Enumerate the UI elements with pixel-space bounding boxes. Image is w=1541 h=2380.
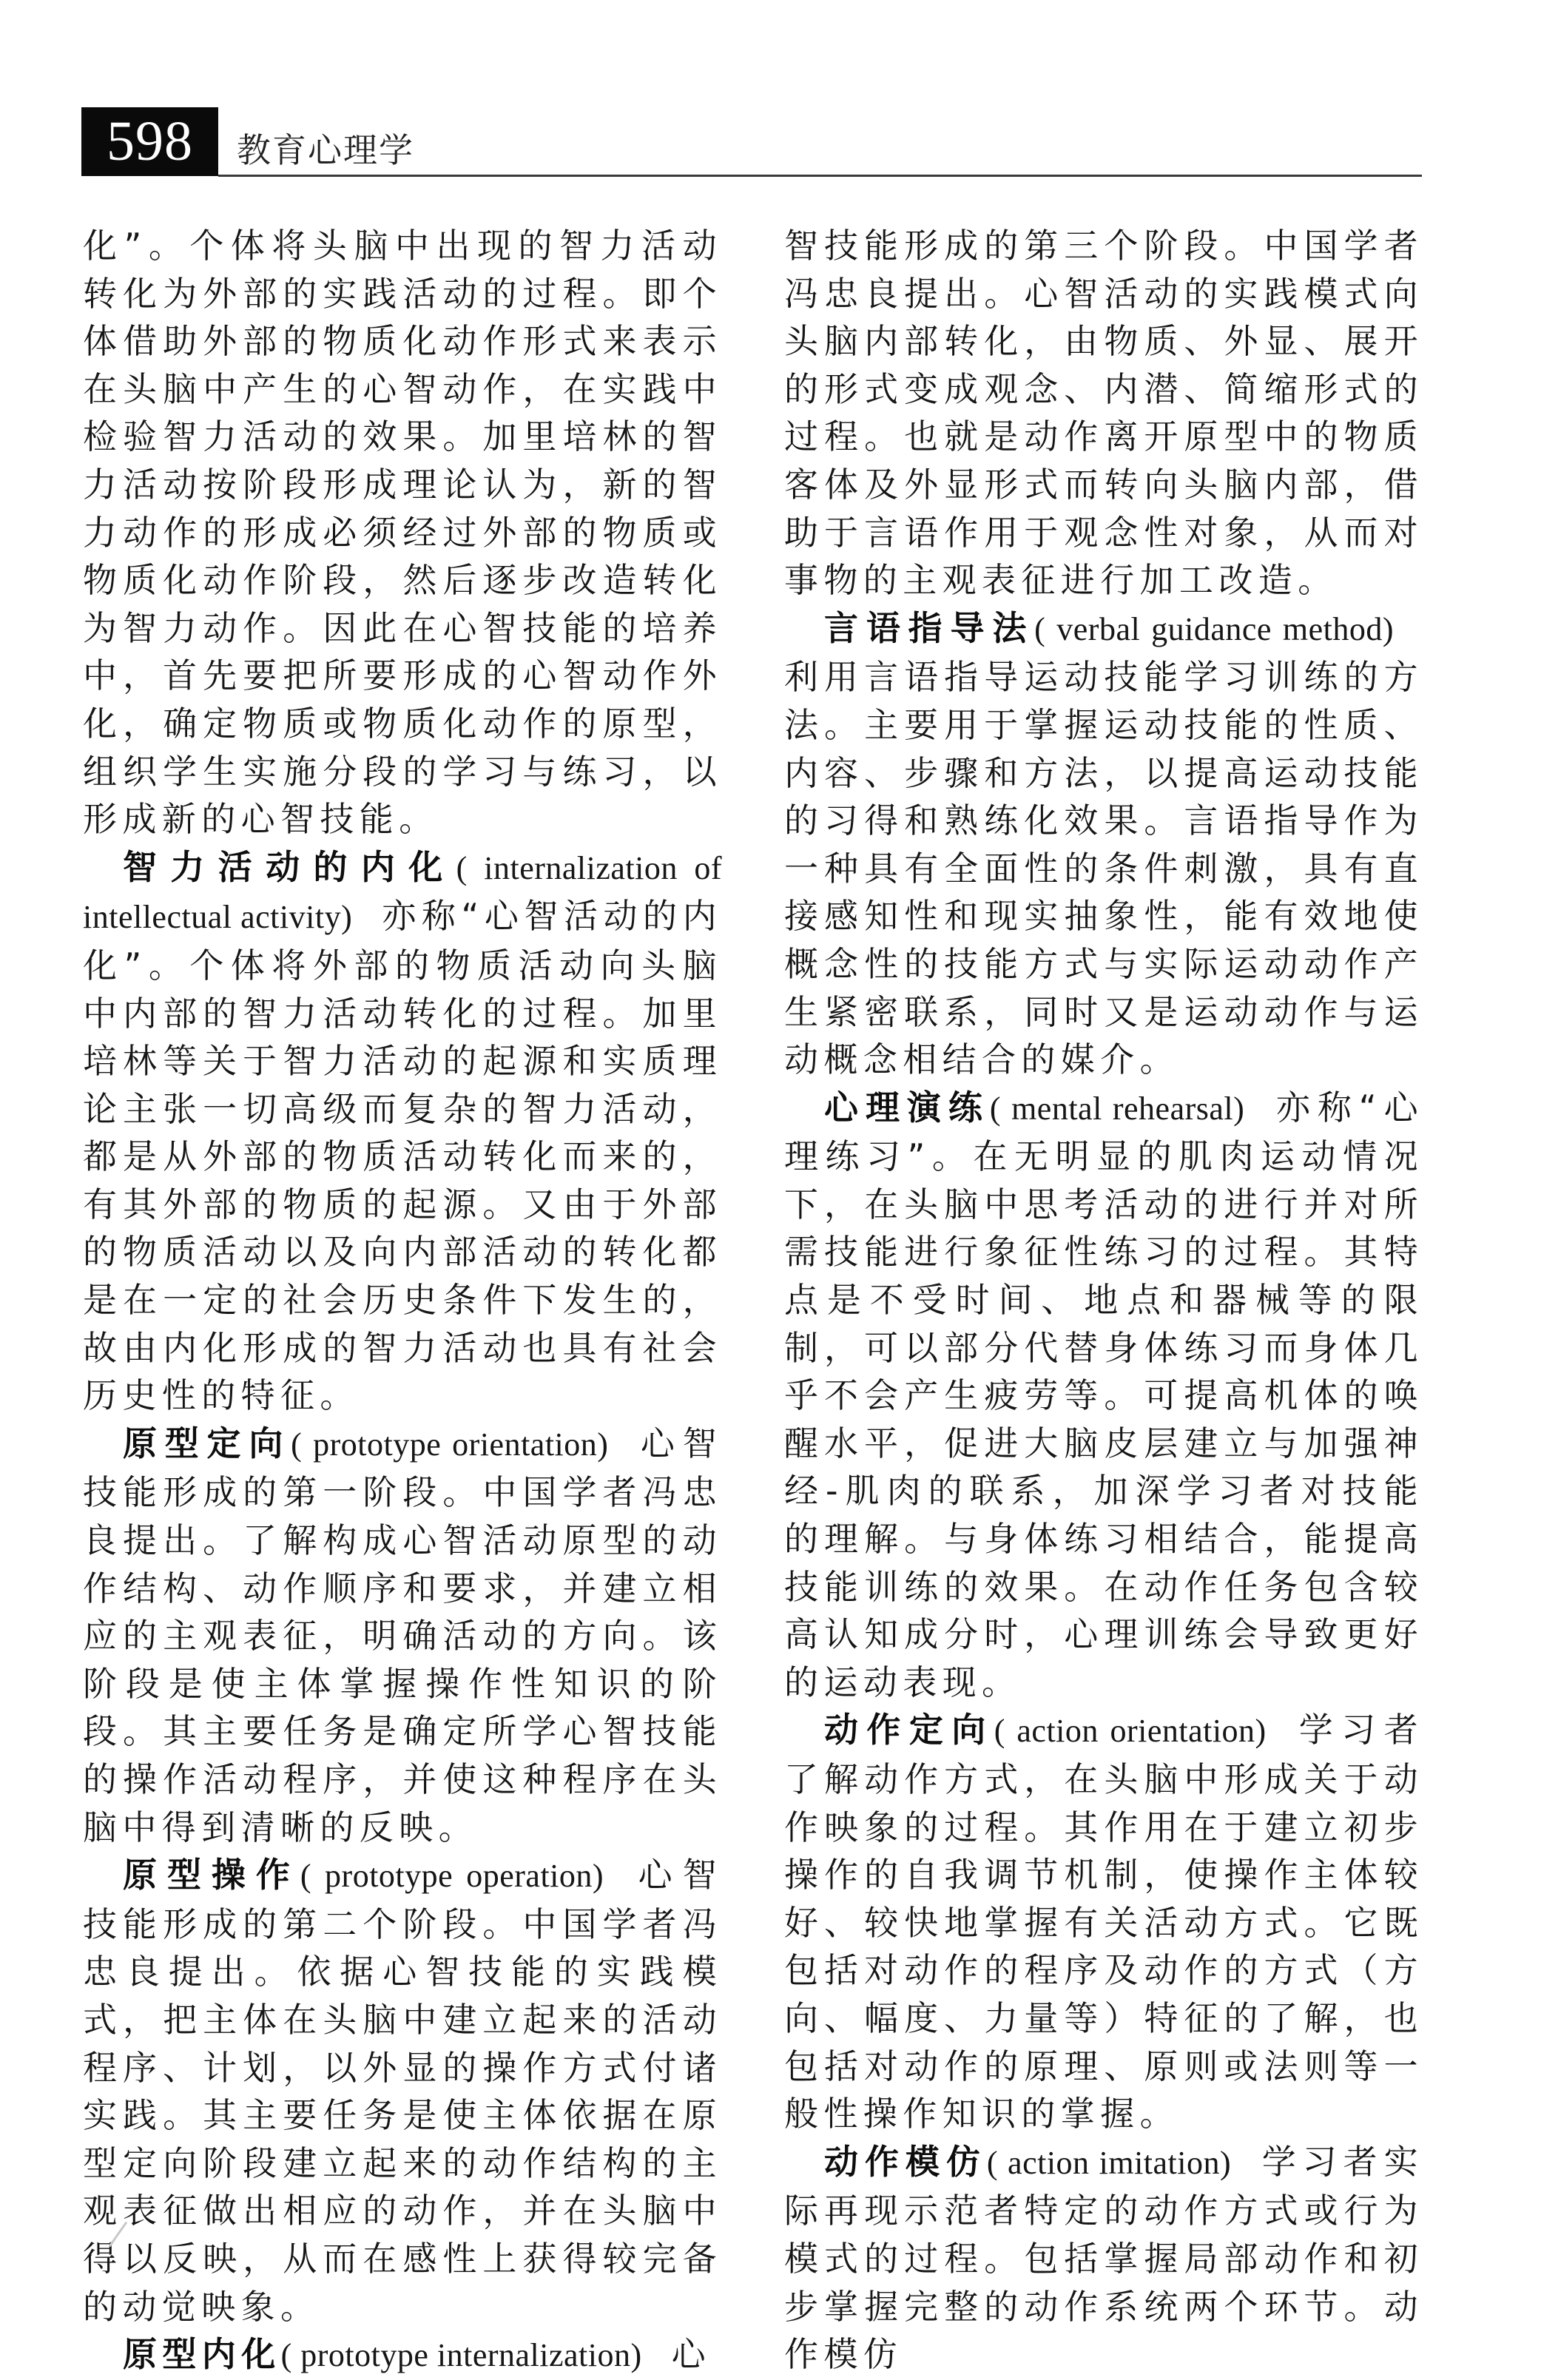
entry-definition: 亦称“心智活动的内化”。个体将外部的物质活动向头脑中内部的智力活动转化的过程。加里培林等关于智力活动的起源和实质理论主张一切高级而复杂的智力活动，都是从外部的物质活动转化而来的，有其外部的物质的起源。又由于外部的物质活动以及向内部活动的转化都是在一定的社会历史条件下发生的，故由内化形成的智力活动也具有社会历史性的特征。 bbox=[83, 896, 723, 1416]
glossary-entry bbox=[784, 1084, 1423, 1707]
left-column bbox=[83, 222, 722, 2380]
entry-definition: 学习者实际再现示范者特定的动作方式或行为模式的过程。包括掌握局部动作和初步掌握完整的动作系统两个环节。动作模仿 bbox=[784, 2141, 1423, 2375]
entry-term: 原型内化 bbox=[123, 2334, 281, 2375]
entry-definition: 利用言语指导运动技能学习训练的方法。主要用于掌握运动技能的性质、内容、步骤和方法，以提高运动技能的习得和熟练化效果。言语指导作为一种具有全面性的条件刺激，具有直接感知性和现实抽象性，能有效地使概念性的技能方式与实际运动动作产生紧密联系，同时又是运动动作与运动概念相结合的媒介。 bbox=[784, 657, 1423, 1080]
glossary-entry bbox=[83, 843, 722, 1420]
entry-term: 言语指导法 bbox=[824, 607, 1035, 648]
entry-term: 原型操作 bbox=[123, 1855, 300, 1895]
entry-term: 动作模仿 bbox=[824, 2141, 987, 2182]
entry-term: 动作定向 bbox=[824, 1710, 994, 1750]
entry-definition: 亦称“心理练习”。在无明显的肌肉运动情况下，在头脑中思考活动的进行并对所需技能进行象征性练习的过程。其特点是不受时间、地点和器械等的限制，可以部分代替身体练习而身体几乎不会产生疲劳等。可提高机体的唤醒水平，促进大脑皮层建立与加强神经-肌肉的联系，加深学习者对技能的理解。与身体练习相结合，能提高技能训练的效果。在动作任务包含较高认知成分时，心理训练会导致更好的运动表现。 bbox=[784, 1087, 1423, 1702]
page-number: 598 bbox=[81, 107, 218, 176]
entry-english: ( action imitation) bbox=[986, 2144, 1232, 2181]
glossary-entry bbox=[83, 1420, 722, 1851]
glossary-entry bbox=[784, 604, 1423, 1084]
entry-definition: 心 bbox=[671, 2334, 712, 2375]
glossary-entry bbox=[784, 1706, 1423, 2137]
entry-english: ( mental rehearsal) bbox=[989, 1090, 1245, 1127]
continuation-paragraph: 智技能形成的第三个阶段。中国学者冯忠良提出。心智活动的实践模式向头脑内部转化，由物质、外显、展开的形式变成观念、内潜、简缩形式的过程。也就是动作离开原型中的物质客体及外显形式而转向头脑内部，借助于言语作用于观念性对象，从而对事物的主观表征进行加工改造。 bbox=[784, 226, 1423, 601]
entry-english: ( prototype internalization) bbox=[280, 2337, 642, 2374]
entry-term: 智力活动的内化 bbox=[123, 846, 456, 887]
entry-english: ( prototype orientation) bbox=[291, 1426, 609, 1463]
entry-definition: 学习者了解动作方式，在头脑中形成关于动作映象的过程。其作用在于建立初步操作的自我调节机制，使操作主体较好、较快地掌握有关活动方式。它既包括对动作的程序及动作的方式（方向、幅度、力量等）特征的了解，也包括对动作的原理、原则或法则等一般性操作知识的掌握。 bbox=[784, 1710, 1423, 2134]
entry-definition: 心智技能形成的第一阶段。中国学者冯忠良提出。了解构成心智活动原型的动作结构、动作顺序和要求，并建立相应的主观表征，明确活动的方向。该阶段是使主体掌握操作性知识的阶段。其主要任务是确定所学心智技能的操作活动程序，并使这种程序在头脑中得到清晰的反映。 bbox=[83, 1423, 722, 1847]
running-title: 教育心理学 bbox=[237, 130, 414, 170]
glossary-entry bbox=[83, 2330, 722, 2380]
glossary-entry bbox=[784, 2138, 1423, 2379]
entry-definition: 心智技能形成的第二个阶段。中国学者冯忠良提出。依据心智技能的实践模式，把主体在头脑中建立起来的活动程序、计划，以外显的操作方式付诸实践。其主要任务是使主体依据在原型定向阶段建立起来的动作结构的主观表征做出相应的动作，并在头脑中得以反映，从而在感性上获得较完备的动觉映象。 bbox=[83, 1855, 722, 2327]
entry-term: 心理演练 bbox=[824, 1087, 990, 1127]
continuation-paragraph: 化”。个体将头脑中出现的智力活动转化为外部的实践活动的过程。即个体借助外部的物质化动作形式来表示在头脑中产生的心智动作，在实践中检验智力活动的效果。加里培林的智力活动按阶段形成理论认为，新的智力动作的形成必须经过外部的物质或物质化动作阶段，然后逐步改造转化为智力动作。因此在心智技能的培养中，首先要把所要形成的心智动作外化，确定物质或物质化动作的原型，组织学生实施分段的学习与练习，以形成新的心智技能。 bbox=[83, 226, 722, 840]
glossary-entry bbox=[83, 1851, 722, 2330]
page-header bbox=[81, 107, 1422, 178]
entry-term: 原型定向 bbox=[123, 1423, 291, 1463]
header-rule bbox=[218, 175, 1422, 177]
entry-english: ( prototype operation) bbox=[300, 1858, 604, 1895]
entry-english: ( action orientation) bbox=[994, 1713, 1267, 1750]
entry-english: ( internalization of intellectual activity) bbox=[83, 849, 722, 936]
entry-english: ( verbal guidance method) bbox=[1034, 610, 1395, 647]
right-column bbox=[784, 222, 1423, 2379]
